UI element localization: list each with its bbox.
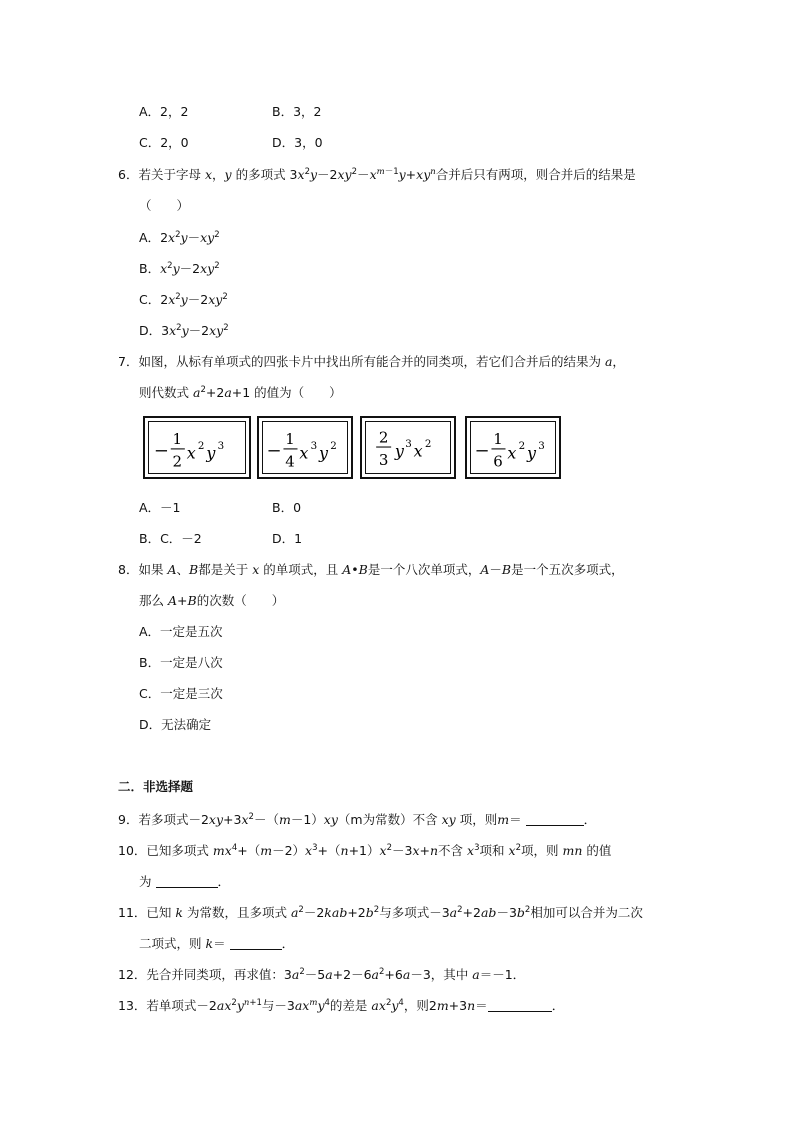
q10-answer-blank[interactable] [156,875,218,888]
q7-option-b: B．0 [272,500,302,515]
svg-text:2: 2 [197,439,205,452]
q13: 13．若单项式$-2ax^2y^{n+1}$与$-3ax^my^4$的差是 $ax^2y^4$，则2m+3n＝ ． [118,998,565,1013]
q6-text-after: 合并后只有两项，则合并后的结果是 [435,167,636,182]
q11-answer-blank[interactable] [230,937,282,950]
q9: 9．若多项式$-2xy+3x^2-(m-1)xy(m$为常数）不含 xy 项，则m＝ ． [118,812,597,827]
card-1-formula [145,418,249,477]
q6-stem: 6．若关于字母 x，y 的多项式 $3x^2y-2xy^2-x^{m-1}y+xy^n$合并后只有两项，则合并后的结果是 [118,167,636,182]
svg-text:2: 2 [172,452,183,471]
svg-text:1: 1 [493,430,503,449]
q8-stem-2: 那么 A+B的次数（ ） [139,593,285,608]
q6-option-d: D．$3x^2y-2xy^2$ [139,323,229,338]
svg-text:x: x [507,443,517,463]
q10-line2: 为 ． [139,874,231,889]
svg-text:3: 3 [405,438,412,451]
svg-text:x: x [413,441,423,461]
monomial-card-4 [465,416,561,479]
svg-text:y: y [527,443,537,463]
q5-option-b: B．3，2 [272,104,322,119]
q8-option-a: A．一定是五次 [139,624,223,639]
q8-stem: 8．如果 A、B都是关于 x 的单项式，且 A•B是一个八次单项式，A－B是一个五次多项式， [118,562,624,577]
monomial-card-2 [257,416,353,479]
svg-text:3: 3 [310,439,318,452]
q9-answer-blank[interactable] [526,813,584,826]
svg-text:3: 3 [538,439,545,452]
monomial-card-1 [143,416,251,479]
svg-text:3: 3 [217,439,225,452]
q13-answer-blank[interactable] [488,999,552,1012]
svg-text:2: 2 [330,439,337,452]
svg-text:2: 2 [424,438,432,451]
q8-option-b: B．一定是八次 [139,655,223,670]
q12: 12．先合并同类项，再求值：$3a^2-5a+2-6a^2+6a-3$，其中 a＝－1． [118,967,526,982]
svg-text:6: 6 [493,452,503,471]
monomial-card-3 [360,416,456,479]
svg-text:y: y [206,443,216,463]
q7-option-a: A．－1 [139,500,181,515]
svg-text:1: 1 [172,430,183,449]
section-2-title: 二．非选择题 [118,779,194,794]
card-3-formula [362,418,454,477]
q7-option-c: B．C．－2 [139,531,202,546]
q7-option-d: D．1 [272,531,303,546]
svg-text:4: 4 [285,452,295,471]
q8-option-d: D．无法确定 [139,717,212,732]
q7-number: 7． [118,354,139,369]
card-2-formula [259,418,351,477]
q7-text1: 如图，从标有单项式的四张卡片中找出所有能合并的同类项，若它们合并后的结果为 [138,354,601,369]
svg-text:2: 2 [378,428,389,447]
q7-stem: 7．如图，从标有单项式的四张卡片中找出所有能合并的同类项，若它们合并后的结果为 a， [118,354,625,369]
q5-option-c: C．2，0 [139,135,189,150]
card-4-formula [467,418,559,477]
q11-line2: 二项式，则 k＝ ． [139,936,295,951]
q5-option-a: A．2，2 [139,104,189,119]
q8-option-c: C．一定是三次 [139,686,223,701]
svg-text:3: 3 [378,450,389,469]
svg-text:x: x [186,443,196,463]
q5-option-d: D．3，0 [272,135,323,150]
q11: 11．已知 k 为常数，且多项式 $a^2-2kab+2b^2$与多项式$-3a^2+2ab-3b^2$相加可以合并为二次 [118,905,643,920]
svg-text:1: 1 [285,430,295,449]
svg-text:y: y [394,441,404,461]
q6-option-a: A．$2x^2y-xy^2$ [139,230,220,245]
q6-number: 6． [118,167,139,182]
q10: 10．已知多项式 $mx^4+(m-2)x^3+(n+1)x^2-3x+n$不含 $x^3$项和 $x^2$项，则 mn 的值 [118,843,612,858]
q6-option-c: C．$2x^2y-2xy^2$ [139,292,228,307]
q7-stem-2: 则代数式 $a^2+2a+1$ 的值为（ ） [139,385,342,400]
svg-text:y: y [319,443,329,463]
q6-text-before: 若关于字母 [138,167,201,182]
q6-option-b: B．$x^2y-2xy^2$ [139,261,220,276]
svg-text:2: 2 [518,439,526,452]
svg-text:x: x [299,443,309,463]
q6-paren: （ ） [139,198,190,213]
